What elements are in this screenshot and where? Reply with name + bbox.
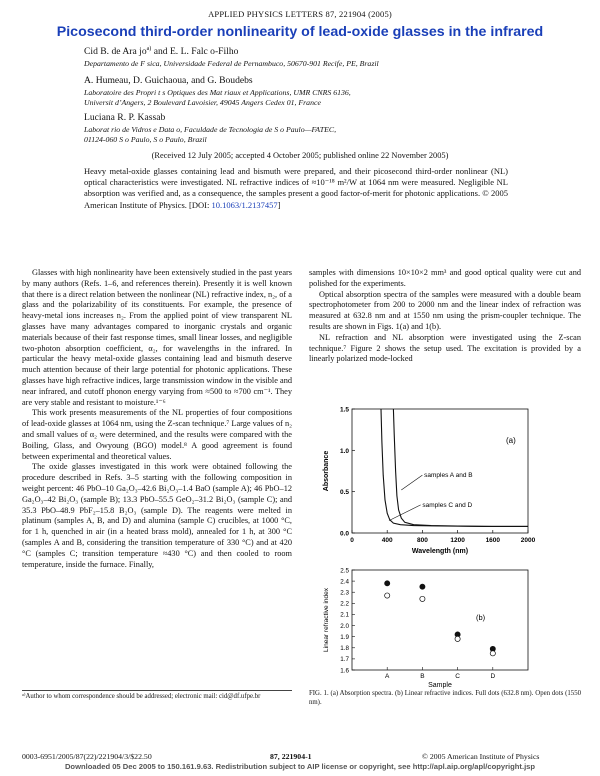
panel-label: (a) [506, 436, 516, 445]
plot-frame [352, 570, 528, 670]
plot-frame [352, 409, 528, 533]
author-note-mark: a) [146, 46, 152, 52]
y-tick-label: 1.8 [340, 645, 349, 653]
x-tick-label: D [490, 673, 496, 680]
x-tick-label: 1200 [450, 537, 465, 544]
y-tick-label: 2.0 [340, 622, 349, 630]
x-axis-label: Sample [428, 682, 452, 689]
panel-label: (b) [476, 613, 486, 622]
x-tick-label: 800 [416, 537, 428, 544]
footer-issn: 0003-6951/2005/87(22)/221904/3/$22.50 [22, 752, 152, 761]
x-tick-label: B [420, 673, 425, 680]
journal-header: APPLIED PHYSICS LETTERS 87, 221904 (2005) [208, 9, 392, 19]
y-tick-label: 1.5 [339, 406, 349, 414]
annotation-arrow [401, 475, 422, 490]
figure-1a-chart [318, 395, 580, 565]
y-tick-label: 2.5 [340, 567, 349, 575]
y-tick-label: 0.5 [339, 489, 349, 497]
paper-title: Picosecond third-order nonlinearity of lead-oxide glasses in the infrared [56, 24, 544, 40]
annotation-label: samples C and D [422, 501, 473, 509]
authors-line-2: A. Humeau, D. Guichaoua, and G. Boudebs [84, 75, 253, 86]
author-name: Cid B. de Ara jo [84, 46, 147, 58]
authors-line-3: Luciana R. P. Kassab [84, 112, 166, 123]
y-tick-label: 2.4 [340, 578, 349, 586]
y-axis-label: Linear refractive index [323, 588, 330, 652]
affiliation-2b: Universit d’Angers, 2 Boulevard Lavoisier, 49045 Angers Cedex 01, France [84, 98, 321, 107]
data-point-open [455, 636, 460, 641]
footer-copyright: © 2005 American Institute of Physics [422, 752, 540, 761]
x-tick-label: A [385, 673, 390, 680]
x-tick-label: 1600 [485, 537, 501, 544]
left-column [22, 268, 292, 570]
footer-page: 87, 221904-1 [270, 752, 312, 761]
y-tick-label: 1.0 [339, 447, 349, 455]
y-tick-label: 1.9 [340, 633, 349, 641]
paragraph: The oxide glasses investigated in this work were obtained following the procedure described in Refs. 3–5 starting with the following composition in weight percent: 46 PbO–10 Ga₂O₃–42.6 Bi₂O₃–1.4 BaO (sample A); 46 PbO–12 Ga₂O₃–42 Bi₂O₃ (sample B); 13.3 PbO–55.5 GeO₂–31.2 Bi₂O₃ (sample C); and 35.3 PbO–48.9 PbF₂–15.8 B₂O₃ (sample D). The reagents were melted in platinum (samples A, B, and D) and alumina (sample C) crucibles, at 1000 °C, for 1 h, quenched in air (in a heated brass mold), annealed for 1 h, at 300 °C (samples A and B, considering the transition temperature of 330 °C) and at 420 °C (samples C; transition temperature ≈430 °C) and then cooled to room temperature, inside the furnace. Finally, [22, 462, 292, 569]
x-axis-label: Wavelength (nm) [411, 548, 469, 555]
right-column [309, 268, 581, 365]
abstract [84, 166, 508, 211]
download-notice: Downloaded 05 Dec 2005 to 150.161.9.63. Redistribution subject to AIP license or copyright, see http://apl.aip.org/apl/copyright.jsp [64, 762, 536, 771]
footnote: ᵃ⁾Author to whom correspondence should be addressed; electronic mail: cid@df.ufpe.br [22, 690, 292, 702]
abstract-end: ] [277, 199, 281, 210]
affiliation-2a: Laboratoire des Propri t s Optiques des Mat riaux et Applications, UMR CNRS 6136, [84, 88, 351, 97]
y-axis-label: Absorbance [323, 450, 330, 492]
abstract-text: Heavy metal-oxide glasses containing lead and bismuth were prepared, and their picosecond third-order nonlinear (NL) optical characteristics were investigated. NL refractive indices of ≈10⁻¹⁸ m²/W at 1064 nm were measured. Negligible NL absorption was verified and, as a consequence, the samples present a good factor-of-merit for photonic applications. © 2005 American Institute of Physics. [DOI: [84, 166, 508, 210]
received-dates: (Received 12 July 2005; accepted 4 October 2005; published online 22 November 2005) [151, 151, 449, 160]
x-tick-label: C [455, 673, 460, 680]
annotation-arrow [389, 505, 421, 521]
figure-caption: FIG. 1. (a) Absorption spectra. (b) Linear refractive indices. Full dots (632.8 nm). Open dots (1550 nm). [309, 690, 581, 706]
authors-line-1 [84, 46, 238, 57]
paragraph: Glasses with high nonlinearity have been extensively studied in the past years by many authors (Refs. 1–6, and references therein). Presently it is well known that there is a direct relation between the nonlinear (NL) refractive index, n₂, of a glass and the polarizability of its constituents. For example, the presence of heavy-metal ions increases n₂. From the applied point of view transparent NL glasses have many advantages compared to inorganic crystals and organic materials because of their fast response times, small linear losses, and negligible two-photon absorption coefficient, α₂, for wavelengths in the infrared. In particular the heavy metal-oxide glasses containing lead and bismuth deserve much attention because of their large potential for photonic applications. These glasses have high refractive indices, large transmission window in the visible and near infrared, and cutoff phonon energy varying from ≈500 to ≈700 cm⁻¹. They are very stable and resistant to moisture.¹⁻⁶ [22, 268, 292, 407]
data-point-full [420, 584, 425, 589]
y-tick-label: 0.0 [339, 530, 349, 538]
affiliation-3b: 01124-060 S o Paulo, S o Paulo, Brazil [84, 135, 207, 144]
x-tick-label: 0 [350, 537, 354, 544]
data-point-open [490, 651, 495, 656]
paragraph: samples with dimensions 10×10×2 mm³ and good optical quality were cut and polished for the experiments. [309, 268, 581, 288]
y-tick-label: 1.7 [340, 656, 349, 664]
y-tick-label: 1.6 [340, 667, 349, 675]
author-name-rest: and E. L. Falc o-Filho [151, 46, 239, 58]
doi-link[interactable]: 10.1063/1.2137457 [211, 199, 278, 210]
y-tick-label: 2.1 [340, 611, 349, 619]
affiliation-3a: Laborat rio de Vidros e Data o, Faculdade de Tecnologia de S o Paulo—FATEC, [84, 125, 337, 134]
x-tick-label: 400 [381, 537, 393, 544]
data-point-open [420, 596, 425, 601]
paragraph: Optical absorption spectra of the samples were measured with a double beam spectrophotometer from 200 to 2000 nm and the linear index of refraction was measured at 632.8 nm and at 1550 nm using the prism-coupler technique. The results are shown in Figs. 1(a) and 1(b). [309, 289, 581, 331]
x-tick-label: 2000 [520, 537, 536, 544]
data-point-open [385, 593, 390, 598]
y-tick-label: 2.2 [340, 600, 349, 608]
annotation-label: samples A and B [424, 472, 473, 480]
figure-1b-chart [318, 566, 580, 690]
paragraph: This work presents measurements of the NL properties of four compositions of lead-oxide glasses at 1064 nm, using the Z-scan technique.⁷ Large values of n₂ and small values of α₂ were determined, and the results were compared with the Boiling, Glass, and Owyoung (BGO) model.⁸ A good agreement is found between experimental and theoretical values. [22, 408, 292, 461]
paragraph: NL refraction and NL absorption were investigated using the Z-scan technique.⁷ Figure 2 shows the setup used. The excitation is provided by a linearly polarized mode-locked [309, 332, 581, 364]
y-tick-label: 2.3 [340, 589, 349, 597]
data-point-full [385, 581, 390, 586]
affiliation-1: Departamento de F sica, Universidade Federal de Pernambuco, 50670-901 Recife, PE, Brazil [84, 59, 379, 68]
